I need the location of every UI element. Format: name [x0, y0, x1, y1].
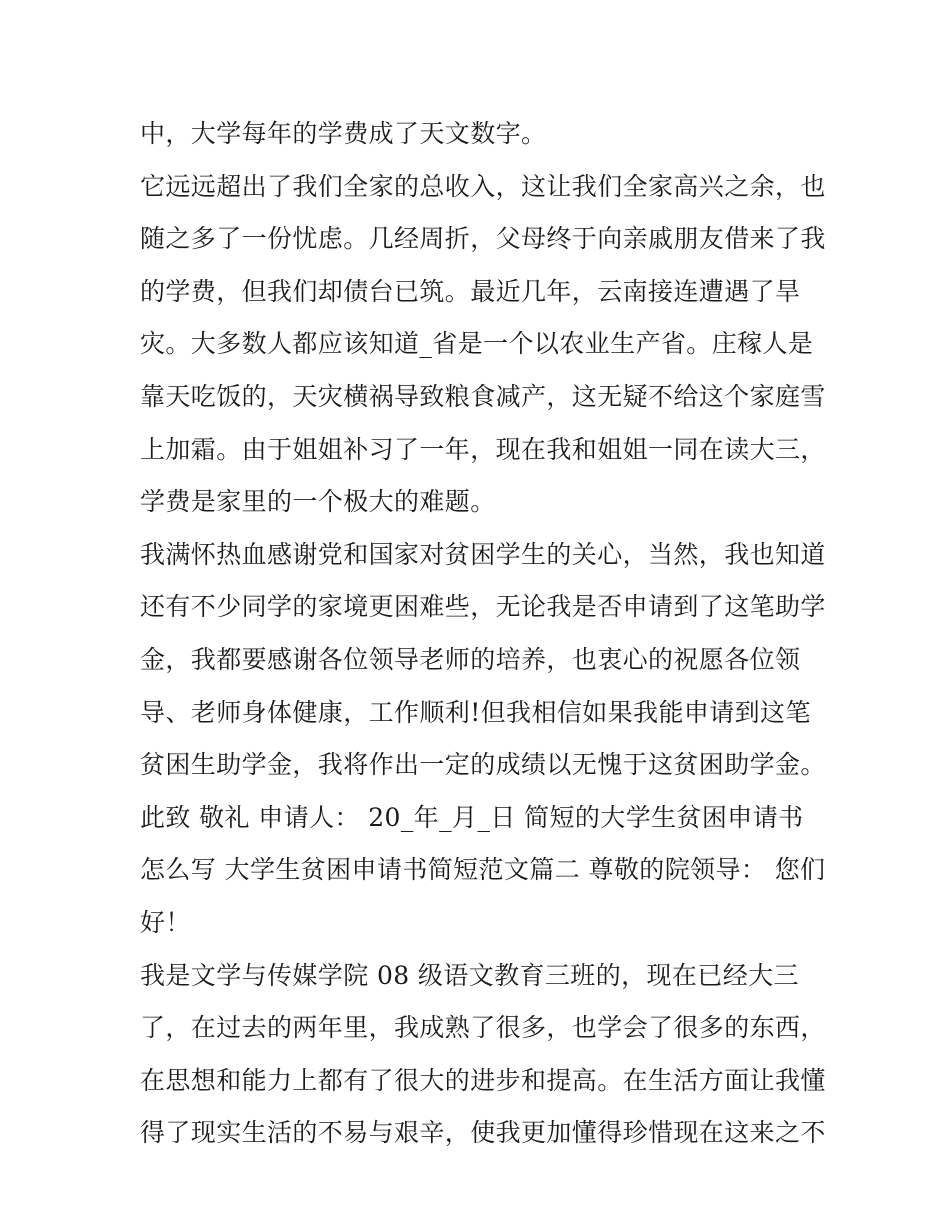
text-line: 还有不少同学的家境更困难些，无论我是否申请到了这笔助学 [140, 592, 826, 622]
document-body [140, 108, 826, 1160]
text-line: 学费是家里的一个极大的难题。 [140, 487, 496, 517]
text-line: 了，在过去的两年里，我成熟了很多，也学会了很多的东西， [140, 1013, 826, 1043]
text-line: 怎么写 大学生贫困申请书简短范文篇二 尊敬的院领导： 您们 [140, 855, 826, 885]
text-line: 在思想和能力上都有了很大的进步和提高。在生活方面让我懂 [140, 1065, 826, 1095]
text-line: 此致 敬礼 申请人： 20_年_月_日 简短的大学生贫困申请书 [140, 802, 804, 832]
text-line: 我满怀热血感谢党和国家对贫困学生的关心，当然，我也知道 [140, 539, 826, 569]
text-line: 中，大学每年的学费成了天文数字。 [140, 119, 547, 148]
text-line: 得了现实生活的不易与艰辛，使我更加懂得珍惜现在这来之不 [140, 1118, 826, 1148]
text-line: 金，我都要感谢各位领导老师的培养，也衷心的祝愿各位领 [140, 644, 801, 674]
text-line: 灾。大多数人都应该知道_省是一个以农业生产省。庄稼人是 [140, 329, 814, 359]
text-line: 贫困生助学金，我将作出一定的成绩以无愧于这贫困助学金。 [140, 750, 826, 780]
text-line: 上加霜。由于姐姐补习了一年，现在我和姐姐一同在读大三， [140, 434, 826, 464]
text-line: 好！ [140, 907, 191, 937]
text-line: 靠天吃饭的，天灾横祸导致粮食减产，这无疑不给这个家庭雪 [140, 381, 826, 411]
text-line: 随之多了一份忧虑。几经周折，父母终于向亲戚朋友借来了我 [140, 224, 826, 254]
text-line: 的学费，但我们却债台已筑。最近几年，云南接连遭遇了旱 [140, 276, 801, 306]
text-line: 我是文学与传媒学院 08 级语文教育三班的，现在已经大三 [140, 960, 799, 990]
text-line: 它远远超出了我们全家的总收入，这让我们全家高兴之余，也 [140, 171, 826, 201]
text-line: 导、老师身体健康，工作顺利!但我相信如果我能申请到这笔 [140, 697, 811, 727]
